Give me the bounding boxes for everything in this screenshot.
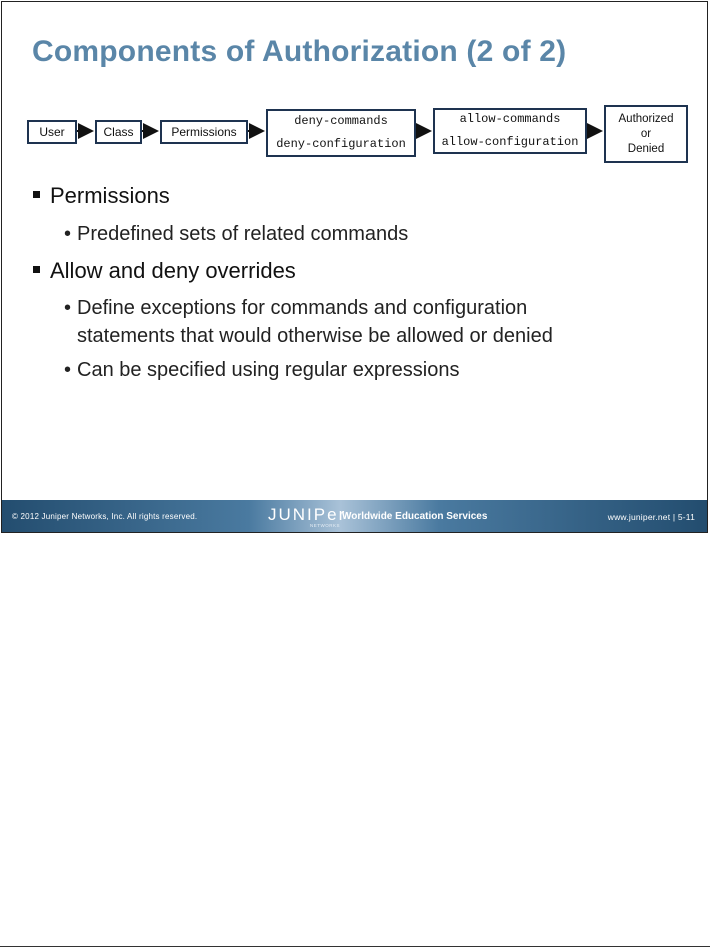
flow-label-deny-configuration: deny-configuration [276, 137, 406, 151]
flow-label-permissions: Permissions [171, 125, 237, 139]
footer-copyright: © 2012 Juniper Networks, Inc. All rights reserved. [12, 512, 198, 521]
sub-bullet-predefined [64, 220, 408, 248]
flow-box-user [27, 120, 77, 144]
footer-tagline: Worldwide Education Services [342, 511, 488, 522]
dot-bullet-icon: • [64, 223, 72, 245]
flow-label-allow-commands: allow-commands [459, 112, 561, 126]
square-bullet-icon [33, 266, 40, 273]
page-bottom-rule [0, 946, 710, 947]
square-bullet-icon [33, 191, 40, 198]
bullet-permissions-text: Permissions [50, 183, 170, 208]
flow-label-or: or [640, 127, 652, 140]
sub-bullet-exceptions-line2: statements that would otherwise be allowed or denied [77, 325, 553, 347]
sub-bullet-regex [64, 356, 459, 384]
bullet-overrides [33, 258, 296, 284]
footer-url-page: www.juniper.net | 5-11 [607, 512, 695, 522]
slide [1, 1, 708, 533]
juniper-logo-subtext: NETWORKS [310, 523, 341, 528]
juniper-logo: JUNIPer [268, 505, 347, 524]
flow-box-permissions [160, 120, 248, 144]
slide-footer [2, 500, 707, 532]
flow-label-denied: Denied [627, 142, 665, 155]
slide-title: Components of Authorization (2 of 2) [32, 35, 567, 68]
bullet-overrides-text: Allow and deny overrides [50, 258, 296, 283]
flow-box-deny [266, 109, 416, 157]
flow-label-class: Class [103, 125, 134, 139]
flow-label-deny-commands: deny-commands [294, 114, 388, 128]
dot-bullet-icon: • [64, 297, 72, 319]
sub-bullet-predefined-text: Predefined sets of related commands [77, 223, 409, 245]
flow-box-allow [433, 108, 587, 154]
flow-box-class [95, 120, 142, 144]
flow-arrows [2, 2, 708, 202]
sub-bullet-exceptions [64, 294, 553, 350]
bullet-permissions [33, 183, 170, 209]
dot-bullet-icon: • [64, 359, 72, 381]
flow-label-user: User [39, 125, 65, 139]
flow-box-result [604, 105, 688, 163]
flow-label-allow-configuration: allow-configuration [441, 135, 579, 149]
sub-bullet-exceptions-line1: Define exceptions for commands and configuration [77, 297, 528, 319]
sub-bullet-regex-text: Can be specified using regular expressions [77, 359, 460, 381]
flow-label-authorized: Authorized [618, 112, 674, 125]
